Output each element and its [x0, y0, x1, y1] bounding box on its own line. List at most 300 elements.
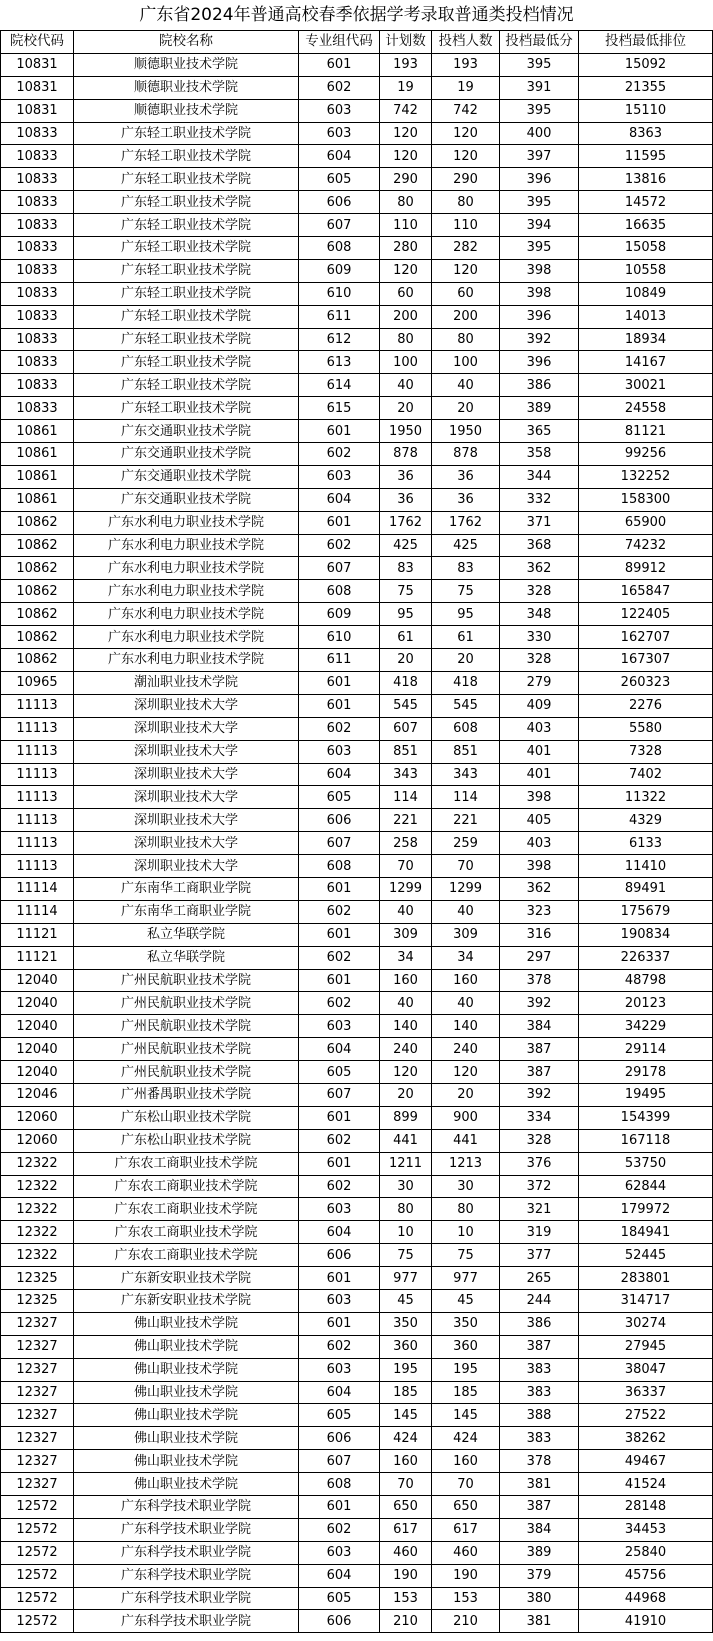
group-code-cell: 601	[299, 1496, 380, 1519]
min-score-cell: 381	[500, 1610, 579, 1633]
group-code-cell: 602	[299, 443, 380, 466]
min-rank-cell: 14013	[579, 305, 713, 328]
school-code-cell: 10862	[1, 626, 74, 649]
table-row	[1, 1289, 713, 1312]
plan-count-cell: 185	[380, 1381, 432, 1404]
admitted-count-cell: 617	[432, 1518, 500, 1541]
table-row	[1, 1015, 713, 1038]
school-code-cell: 11121	[1, 946, 74, 969]
school-code-cell: 12327	[1, 1473, 74, 1496]
min-score-cell: 377	[500, 1244, 579, 1267]
admitted-count-cell: 20	[432, 397, 500, 420]
table-row	[1, 1496, 713, 1519]
min-rank-cell: 15058	[579, 237, 713, 260]
group-code-cell: 603	[299, 1015, 380, 1038]
min-score-cell: 392	[500, 328, 579, 351]
group-code-cell: 607	[299, 214, 380, 237]
plan-count-cell: 1211	[380, 1152, 432, 1175]
school-code-cell: 12322	[1, 1221, 74, 1244]
school-name-cell: 佛山职业技术学院	[74, 1381, 299, 1404]
admitted-count-cell: 20	[432, 649, 500, 672]
school-code-cell: 12322	[1, 1244, 74, 1267]
min-rank-cell: 28148	[579, 1496, 713, 1519]
school-name-cell: 深圳职业技术大学	[74, 786, 299, 809]
school-code-cell: 10861	[1, 465, 74, 488]
min-score-cell: 396	[500, 305, 579, 328]
school-name-cell: 深圳职业技术大学	[74, 740, 299, 763]
group-code-cell: 608	[299, 1473, 380, 1496]
table-row	[1, 580, 713, 603]
min-score-cell: 362	[500, 557, 579, 580]
min-score-cell: 405	[500, 809, 579, 832]
school-name-cell: 广东轻工职业技术学院	[74, 259, 299, 282]
min-score-cell: 389	[500, 397, 579, 420]
admitted-count-cell: 425	[432, 534, 500, 557]
school-name-cell: 潮汕职业技术学院	[74, 671, 299, 694]
min-rank-cell: 167118	[579, 1129, 713, 1152]
school-name-cell: 广东轻工职业技术学院	[74, 351, 299, 374]
admitted-count-cell: 70	[432, 855, 500, 878]
min-score-cell: 384	[500, 1015, 579, 1038]
group-code-cell: 607	[299, 1450, 380, 1473]
group-code-cell: 602	[299, 1129, 380, 1152]
admitted-count-cell: 95	[432, 603, 500, 626]
table-row	[1, 900, 713, 923]
admitted-count-cell: 80	[432, 328, 500, 351]
school-code-cell: 12040	[1, 992, 74, 1015]
group-code-cell: 605	[299, 786, 380, 809]
min-rank-cell: 36337	[579, 1381, 713, 1404]
school-code-cell: 12327	[1, 1381, 74, 1404]
school-name-cell: 广州民航职业技术学院	[74, 992, 299, 1015]
min-score-cell: 344	[500, 465, 579, 488]
school-code-cell: 12325	[1, 1267, 74, 1290]
min-score-cell: 400	[500, 122, 579, 145]
table-row	[1, 1175, 713, 1198]
min-score-cell: 398	[500, 259, 579, 282]
min-rank-cell: 62844	[579, 1175, 713, 1198]
min-rank-cell: 184941	[579, 1221, 713, 1244]
school-name-cell: 广东科学技术职业学院	[74, 1610, 299, 1633]
min-rank-cell: 175679	[579, 900, 713, 923]
school-name-cell: 广东轻工职业技术学院	[74, 328, 299, 351]
group-code-cell: 612	[299, 328, 380, 351]
table-row	[1, 1198, 713, 1221]
min-score-cell: 372	[500, 1175, 579, 1198]
school-code-cell: 11113	[1, 694, 74, 717]
table-row	[1, 649, 713, 672]
min-score-cell: 396	[500, 351, 579, 374]
school-name-cell: 广东轻工职业技术学院	[74, 191, 299, 214]
min-rank-cell: 34453	[579, 1518, 713, 1541]
plan-count-cell: 742	[380, 99, 432, 122]
school-code-cell: 10833	[1, 328, 74, 351]
admitted-count-cell: 160	[432, 969, 500, 992]
admitted-count-cell: 75	[432, 1244, 500, 1267]
group-code-cell: 601	[299, 671, 380, 694]
admitted-count-cell: 878	[432, 443, 500, 466]
school-code-cell: 10833	[1, 282, 74, 305]
plan-count-cell: 545	[380, 694, 432, 717]
group-code-cell: 603	[299, 1541, 380, 1564]
table-row	[1, 534, 713, 557]
min-rank-cell: 226337	[579, 946, 713, 969]
table-row	[1, 969, 713, 992]
group-code-cell: 603	[299, 1198, 380, 1221]
min-rank-cell: 11322	[579, 786, 713, 809]
min-score-cell: 395	[500, 237, 579, 260]
admitted-count-cell: 259	[432, 832, 500, 855]
min-rank-cell: 190834	[579, 923, 713, 946]
admitted-count-cell: 40	[432, 992, 500, 1015]
table-row	[1, 809, 713, 832]
group-code-cell: 603	[299, 99, 380, 122]
school-name-cell: 广东农工商职业技术学院	[74, 1198, 299, 1221]
admitted-count-cell: 140	[432, 1015, 500, 1038]
plan-count-cell: 145	[380, 1404, 432, 1427]
admitted-count-cell: 1950	[432, 420, 500, 443]
plan-count-cell: 851	[380, 740, 432, 763]
min-rank-cell: 11595	[579, 145, 713, 168]
school-code-cell: 12572	[1, 1610, 74, 1633]
table-row	[1, 465, 713, 488]
group-code-cell: 609	[299, 603, 380, 626]
plan-count-cell: 200	[380, 305, 432, 328]
table-row	[1, 832, 713, 855]
admitted-count-cell: 424	[432, 1427, 500, 1450]
table-row	[1, 420, 713, 443]
school-name-cell: 广东交通职业技术学院	[74, 420, 299, 443]
admitted-count-cell: 650	[432, 1496, 500, 1519]
plan-count-cell: 309	[380, 923, 432, 946]
min-rank-cell: 24558	[579, 397, 713, 420]
min-rank-cell: 283801	[579, 1267, 713, 1290]
table-row	[1, 1450, 713, 1473]
school-code-cell: 12325	[1, 1289, 74, 1312]
table-row	[1, 76, 713, 99]
min-score-cell: 398	[500, 282, 579, 305]
admitted-count-cell: 193	[432, 53, 500, 76]
plan-count-cell: 607	[380, 717, 432, 740]
school-name-cell: 广东科学技术职业学院	[74, 1564, 299, 1587]
school-code-cell: 11113	[1, 740, 74, 763]
school-name-cell: 佛山职业技术学院	[74, 1473, 299, 1496]
plan-count-cell: 83	[380, 557, 432, 580]
min-rank-cell: 8363	[579, 122, 713, 145]
admitted-count-cell: 190	[432, 1564, 500, 1587]
school-code-cell: 10861	[1, 488, 74, 511]
school-name-cell: 广东松山职业技术学院	[74, 1129, 299, 1152]
school-name-cell: 私立华联学院	[74, 946, 299, 969]
plan-count-cell: 140	[380, 1015, 432, 1038]
group-code-cell: 602	[299, 1335, 380, 1358]
group-code-cell: 601	[299, 1312, 380, 1335]
min-rank-cell: 13816	[579, 168, 713, 191]
table-row	[1, 397, 713, 420]
table-row	[1, 1358, 713, 1381]
header-row	[1, 31, 713, 54]
school-code-cell: 10833	[1, 351, 74, 374]
col-header-school-code: 院校代码	[1, 31, 74, 54]
school-code-cell: 10833	[1, 237, 74, 260]
school-name-cell: 佛山职业技术学院	[74, 1312, 299, 1335]
plan-count-cell: 40	[380, 900, 432, 923]
admitted-count-cell: 145	[432, 1404, 500, 1427]
plan-count-cell: 20	[380, 397, 432, 420]
min-rank-cell: 15092	[579, 53, 713, 76]
min-score-cell: 328	[500, 580, 579, 603]
school-code-cell: 12322	[1, 1175, 74, 1198]
plan-count-cell: 60	[380, 282, 432, 305]
min-score-cell: 392	[500, 992, 579, 1015]
group-code-cell: 601	[299, 420, 380, 443]
group-code-cell: 606	[299, 1427, 380, 1450]
plan-count-cell: 20	[380, 649, 432, 672]
plan-count-cell: 120	[380, 259, 432, 282]
admitted-count-cell: 153	[432, 1587, 500, 1610]
school-name-cell: 广东交通职业技术学院	[74, 488, 299, 511]
group-code-cell: 601	[299, 53, 380, 76]
school-name-cell: 佛山职业技术学院	[74, 1335, 299, 1358]
school-code-cell: 11113	[1, 786, 74, 809]
school-code-cell: 10862	[1, 511, 74, 534]
school-code-cell: 10833	[1, 259, 74, 282]
plan-count-cell: 75	[380, 580, 432, 603]
min-score-cell: 365	[500, 420, 579, 443]
plan-count-cell: 120	[380, 1061, 432, 1084]
table-row	[1, 1427, 713, 1450]
school-code-cell: 10831	[1, 53, 74, 76]
group-code-cell: 602	[299, 946, 380, 969]
school-name-cell: 顺德职业技术学院	[74, 99, 299, 122]
table-row	[1, 1129, 713, 1152]
group-code-cell: 606	[299, 1244, 380, 1267]
school-name-cell: 深圳职业技术大学	[74, 809, 299, 832]
plan-count-cell: 424	[380, 1427, 432, 1450]
school-name-cell: 深圳职业技术大学	[74, 832, 299, 855]
admitted-count-cell: 83	[432, 557, 500, 580]
plan-count-cell: 193	[380, 53, 432, 76]
group-code-cell: 609	[299, 259, 380, 282]
admitted-count-cell: 40	[432, 900, 500, 923]
min-rank-cell: 167307	[579, 649, 713, 672]
school-code-cell: 11113	[1, 809, 74, 832]
school-name-cell: 广州民航职业技术学院	[74, 1038, 299, 1061]
plan-count-cell: 80	[380, 191, 432, 214]
min-score-cell: 244	[500, 1289, 579, 1312]
plan-count-cell: 110	[380, 214, 432, 237]
table-row	[1, 671, 713, 694]
min-rank-cell: 27945	[579, 1335, 713, 1358]
school-name-cell: 顺德职业技术学院	[74, 76, 299, 99]
school-name-cell: 广东轻工职业技术学院	[74, 374, 299, 397]
group-code-cell: 611	[299, 649, 380, 672]
admitted-count-cell: 350	[432, 1312, 500, 1335]
admitted-count-cell: 61	[432, 626, 500, 649]
admitted-count-cell: 70	[432, 1473, 500, 1496]
school-code-cell: 10833	[1, 374, 74, 397]
group-code-cell: 604	[299, 763, 380, 786]
plan-count-cell: 418	[380, 671, 432, 694]
admitted-count-cell: 80	[432, 1198, 500, 1221]
group-code-cell: 603	[299, 1358, 380, 1381]
school-code-cell: 12040	[1, 1038, 74, 1061]
min-score-cell: 383	[500, 1381, 579, 1404]
school-code-cell: 11113	[1, 855, 74, 878]
school-name-cell: 广州民航职业技术学院	[74, 1015, 299, 1038]
min-rank-cell: 18934	[579, 328, 713, 351]
plan-count-cell: 36	[380, 488, 432, 511]
min-score-cell: 395	[500, 53, 579, 76]
school-name-cell: 佛山职业技术学院	[74, 1358, 299, 1381]
admitted-count-cell: 110	[432, 214, 500, 237]
school-name-cell: 广东轻工职业技术学院	[74, 122, 299, 145]
admitted-count-cell: 120	[432, 145, 500, 168]
school-code-cell: 12046	[1, 1083, 74, 1106]
school-name-cell: 广东轻工职业技术学院	[74, 145, 299, 168]
plan-count-cell: 20	[380, 1083, 432, 1106]
admitted-count-cell: 282	[432, 237, 500, 260]
school-code-cell: 12040	[1, 1015, 74, 1038]
table-row	[1, 1381, 713, 1404]
table-row	[1, 168, 713, 191]
admitted-count-cell: 30	[432, 1175, 500, 1198]
school-name-cell: 广东轻工职业技术学院	[74, 168, 299, 191]
group-code-cell: 604	[299, 1038, 380, 1061]
table-row	[1, 259, 713, 282]
school-name-cell: 佛山职业技术学院	[74, 1427, 299, 1450]
school-name-cell: 广东轻工职业技术学院	[74, 237, 299, 260]
plan-count-cell: 100	[380, 351, 432, 374]
min-score-cell: 403	[500, 832, 579, 855]
school-code-cell: 10833	[1, 191, 74, 214]
table-row	[1, 1083, 713, 1106]
plan-count-cell: 441	[380, 1129, 432, 1152]
group-code-cell: 607	[299, 557, 380, 580]
table-row	[1, 1335, 713, 1358]
school-code-cell: 12327	[1, 1450, 74, 1473]
school-code-cell: 12327	[1, 1358, 74, 1381]
plan-count-cell: 40	[380, 992, 432, 1015]
school-code-cell: 12040	[1, 969, 74, 992]
school-name-cell: 广东科学技术职业学院	[74, 1496, 299, 1519]
min-rank-cell: 132252	[579, 465, 713, 488]
min-rank-cell: 21355	[579, 76, 713, 99]
school-name-cell: 广东轻工职业技术学院	[74, 397, 299, 420]
table-row	[1, 763, 713, 786]
col-header-min-score: 投档最低分	[500, 31, 579, 54]
admitted-count-cell: 120	[432, 259, 500, 282]
min-score-cell: 319	[500, 1221, 579, 1244]
admitted-count-cell: 210	[432, 1610, 500, 1633]
group-code-cell: 608	[299, 580, 380, 603]
table-row	[1, 923, 713, 946]
plan-count-cell: 350	[380, 1312, 432, 1335]
school-name-cell: 广东轻工职业技术学院	[74, 214, 299, 237]
min-rank-cell: 14572	[579, 191, 713, 214]
group-code-cell: 605	[299, 1404, 380, 1427]
min-rank-cell: 260323	[579, 671, 713, 694]
group-code-cell: 605	[299, 1061, 380, 1084]
table-row	[1, 305, 713, 328]
table-row	[1, 717, 713, 740]
plan-count-cell: 343	[380, 763, 432, 786]
plan-count-cell: 80	[380, 328, 432, 351]
admitted-count-cell: 290	[432, 168, 500, 191]
table-row	[1, 1038, 713, 1061]
table-row	[1, 992, 713, 1015]
min-score-cell: 396	[500, 168, 579, 191]
admitted-count-cell: 1213	[432, 1152, 500, 1175]
school-code-cell: 10861	[1, 420, 74, 443]
school-code-cell: 10833	[1, 305, 74, 328]
plan-count-cell: 290	[380, 168, 432, 191]
table-row	[1, 1587, 713, 1610]
group-code-cell: 601	[299, 694, 380, 717]
plan-count-cell: 258	[380, 832, 432, 855]
school-code-cell: 12327	[1, 1335, 74, 1358]
admitted-count-cell: 36	[432, 488, 500, 511]
plan-count-cell: 45	[380, 1289, 432, 1312]
table-row	[1, 1267, 713, 1290]
min-score-cell: 388	[500, 1404, 579, 1427]
min-score-cell: 297	[500, 946, 579, 969]
min-score-cell: 371	[500, 511, 579, 534]
min-score-cell: 279	[500, 671, 579, 694]
admitted-count-cell: 418	[432, 671, 500, 694]
table-row	[1, 1061, 713, 1084]
school-name-cell: 广东松山职业技术学院	[74, 1106, 299, 1129]
admitted-count-cell: 20	[432, 1083, 500, 1106]
plan-count-cell: 114	[380, 786, 432, 809]
col-header-plan-count: 计划数	[380, 31, 432, 54]
min-score-cell: 387	[500, 1038, 579, 1061]
school-name-cell: 广东新安职业技术学院	[74, 1289, 299, 1312]
admitted-count-cell: 240	[432, 1038, 500, 1061]
school-name-cell: 广东农工商职业技术学院	[74, 1152, 299, 1175]
min-score-cell: 387	[500, 1061, 579, 1084]
min-rank-cell: 6133	[579, 832, 713, 855]
table-row	[1, 1541, 713, 1564]
group-code-cell: 601	[299, 1106, 380, 1129]
school-name-cell: 广东南华工商职业学院	[74, 900, 299, 923]
school-name-cell: 广东水利电力职业技术学院	[74, 511, 299, 534]
min-rank-cell: 89912	[579, 557, 713, 580]
min-rank-cell: 45756	[579, 1564, 713, 1587]
school-name-cell: 私立华联学院	[74, 923, 299, 946]
min-score-cell: 398	[500, 786, 579, 809]
min-rank-cell: 65900	[579, 511, 713, 534]
school-code-cell: 10833	[1, 214, 74, 237]
min-rank-cell: 29178	[579, 1061, 713, 1084]
plan-count-cell: 40	[380, 374, 432, 397]
table-row	[1, 603, 713, 626]
min-rank-cell: 41910	[579, 1610, 713, 1633]
school-name-cell: 深圳职业技术大学	[74, 763, 299, 786]
min-score-cell: 368	[500, 534, 579, 557]
admitted-count-cell: 160	[432, 1450, 500, 1473]
school-code-cell: 10833	[1, 122, 74, 145]
school-code-cell: 10862	[1, 557, 74, 580]
plan-count-cell: 977	[380, 1267, 432, 1290]
school-code-cell: 10862	[1, 603, 74, 626]
min-score-cell: 401	[500, 740, 579, 763]
group-code-cell: 607	[299, 1083, 380, 1106]
min-rank-cell: 179972	[579, 1198, 713, 1221]
group-code-cell: 602	[299, 1518, 380, 1541]
group-code-cell: 608	[299, 237, 380, 260]
table-row	[1, 1152, 713, 1175]
